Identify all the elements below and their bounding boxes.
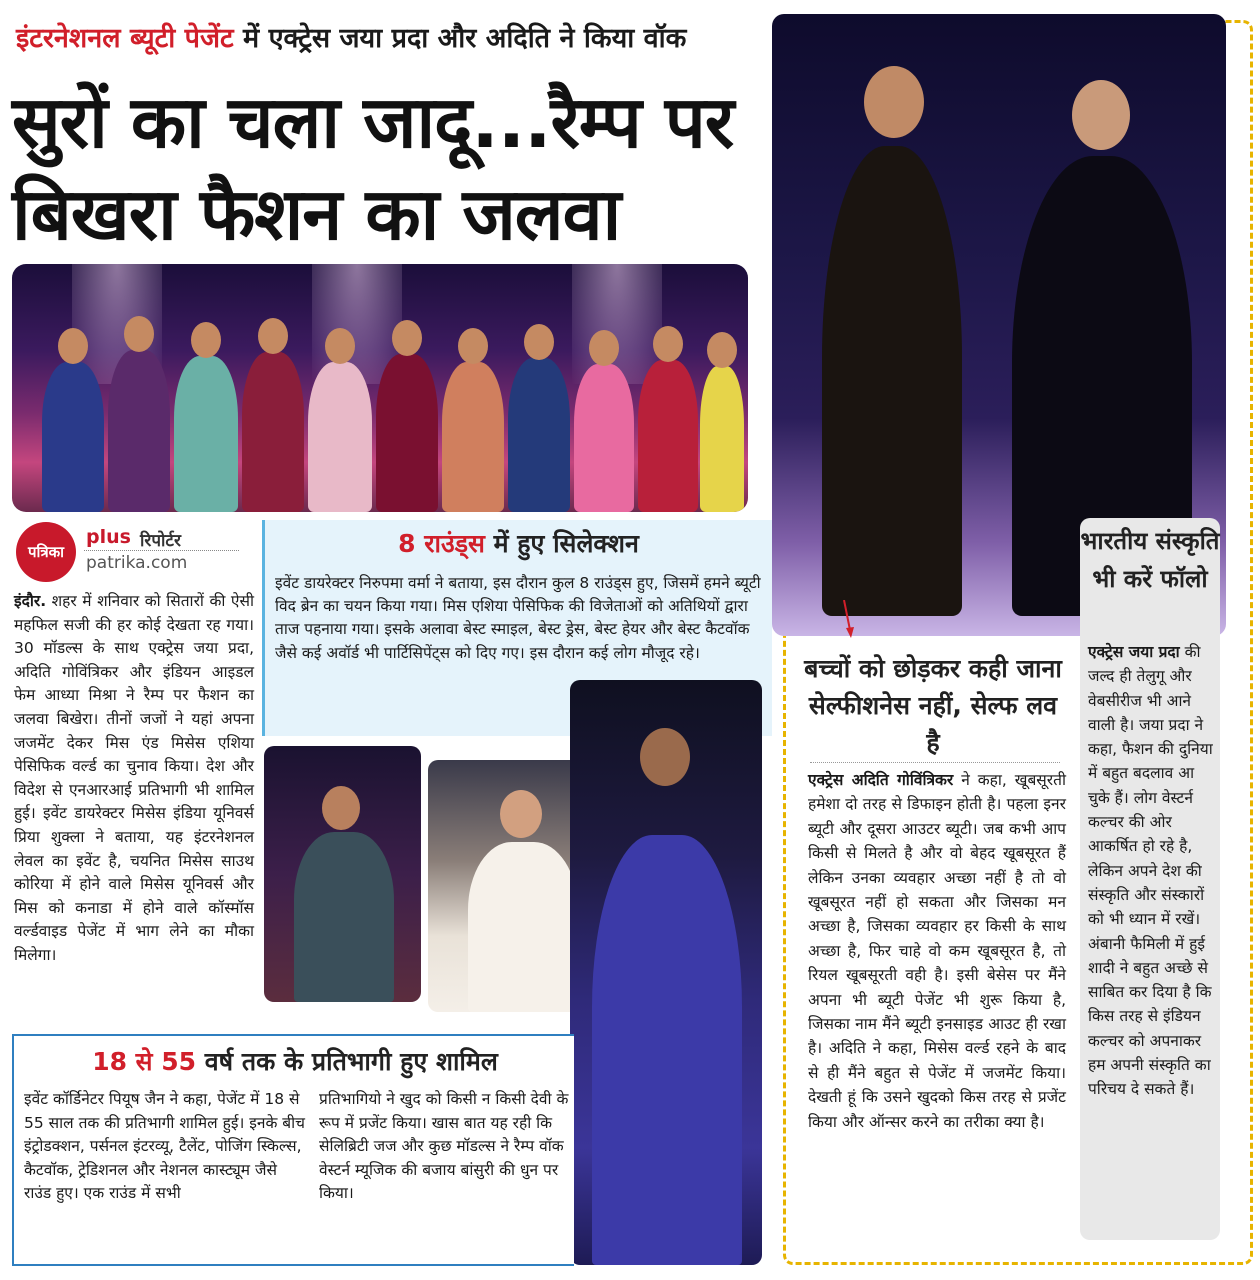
model-figure — [700, 366, 744, 512]
model-figure — [242, 352, 304, 512]
head-shape — [500, 790, 542, 838]
aditi-divider — [810, 762, 1060, 763]
patrika-logo: पत्रिका — [16, 522, 76, 582]
rounds-box-text: इवेंट डायरेक्टर निरुपमा वर्मा ने बताया, इस दौरान कुल 8 राउंड्स हुए, जिसमें हमने ब्यूटी विद ब्रेन का चयन किया गया। मिस एशिया पेसिफिक की विजेताओं को अतिथियों द्वारा ताज पहनाया गया। इसके अलावा बेस्ट स्माइल, बेस्ट ड्रेस, बेस्ट हेयर और बेस्ट कैटवॉक जैसे कई अवॉर्ड भी पार्टिसिपेंट्स को दिए गए। इस दौरान कई लोग मौजूद रहे। — [275, 574, 761, 662]
actress-figure-left — [822, 146, 962, 616]
byline-divider — [84, 550, 239, 551]
crowned-contestant-photo — [570, 680, 762, 1265]
model-figure — [638, 360, 698, 512]
headline-line-1: सुरों का चला जादू...रैम्प पर — [12, 80, 734, 164]
kicker-red: इंटरनेशनल ब्यूटी पेजेंट — [16, 23, 234, 54]
rounds-box-title-black: में हुए सिलेक्शन — [484, 529, 639, 558]
arrow-down-icon — [838, 600, 858, 640]
age-box-title-red: 18 से 55 — [92, 1047, 197, 1076]
model-figure — [574, 364, 634, 512]
jaya-headline: भारतीय संस्कृति भी करें फॉलो — [1080, 527, 1220, 593]
aditi-story-body — [808, 768, 1066, 1134]
model-figure — [308, 362, 372, 512]
kicker-black: में एक्ट्रेस जया प्रदा और अदिति ने किया वॉक — [233, 23, 687, 54]
age-box-title-black: वर्ष तक के प्रतिभागी हुए शामिल — [196, 1047, 498, 1076]
actress-head-left — [864, 66, 924, 138]
age-box-col-2: प्रतिभागियो ने खुद को किसी न किसी देवी के रूप में प्रजेंट किया। खास बात यह रही कि सेलिब्रिटी जज और कुछ मॉडल्स ने रैम्प वॉक वेस्टर्न म्यूजिक की बजाय बांसुरी की धुन पर किया। — [319, 1090, 569, 1202]
headline — [12, 76, 757, 260]
main-story-text: शहर में शनिवार को सितारों की ऐसी महफिल सजी की हर कोई देखता रह गया। 30 मॉडल्स के साथ एक्ट्रेस जया प्रदा, अदिति गोविंत्रिकर और इंडियन आइडल फेम आध्या मिश्रा ने रैम्प पर फैशन का जलवा बिखेरा। तीनों जजों ने यहां अपना जजमेंट देकर मिस एंड मिसेस एशिया पेसिफिक वर्ल्ड का चुनाव किया। देश और विदेश से एनआरआई प्रतिभागी भी शामिल हुई। इवेंट डायरेक्टर मिसेस इंडिया यूनिवर्स प्रिया शुक्ला ने बताया, यह इंटरनेशनल लेवल का इवेंट है, चयनित मिसेस साउथ कोरिया में होने वाले मिसेस यूनिवर्स और मिस को कनाडा में होने वाले कॉस्मॉस वर्ल्डवाइड पेजेंट में भाग लेने का मौका मिलेगा। — [14, 592, 254, 964]
contestant-photo-1 — [264, 746, 421, 1002]
rounds-box-title-red: 8 राउंड्स — [398, 529, 485, 558]
group-photo — [12, 264, 748, 512]
aditi-headline: बच्चों को छोड़कर कही जाना सेल्फीशनेस नहीं, सेल्फ लव है — [804, 654, 1062, 757]
model-figure — [376, 354, 438, 512]
jaya-story-body — [1088, 640, 1216, 1102]
model-figure — [442, 362, 504, 512]
model-figure — [174, 356, 238, 512]
age-box-title — [14, 1044, 576, 1078]
reporter-label: रिपोर्टर — [140, 531, 181, 551]
gown-shape — [592, 835, 742, 1265]
age-box-col-1: इवेंट कॉर्डिनेटर पियूष जैन ने कहा, पेजेंट में 18 से 55 साल तक की प्रतिभागी शामिल हुई। इनके बीच इंट्रोडक्शन, पर्सनल इंटरव्यू, टैलेंट, पोजिंग स्किल्स, कैटवॉक, ट्रेडिशनल और नेशनल कास्ट्यूम जैसे राउंड हुए। एक राउंड में सभी — [24, 1090, 306, 1202]
dateline: इंदौर. — [14, 592, 47, 610]
head-shape — [640, 728, 690, 786]
head-shape — [322, 786, 360, 830]
actress-head-right — [1072, 80, 1130, 150]
gown-shape — [294, 832, 394, 1002]
headline-line-2: बिखरा फैशन का जलवा — [12, 172, 621, 256]
jaya-text: की जल्द ही तेलुगू और वेबसीरीज भी आने वाली है। जया प्रदा ने कहा, फैशन की दुनिया में बहुत बदलाव आ चुके हैं। लोग वेस्टर्न कल्चर की ओर आकर्षित हो रहे है, लेकिन अपने देश की संस्कृति और संस्कारों को भी ध्यान में रखें। अंबानी फैमिली में हुई शादी ने बहुत अच्छे से साबित कर दिया है कि किस तरह से इंडियन कल्चर को अपनाकर हम अपनी संस्कृति का परिचय दे सकते हैं। — [1088, 643, 1213, 1099]
age-box — [12, 1034, 574, 1266]
gown-shape — [468, 842, 578, 1012]
site-link[interactable]: patrika.com — [86, 553, 188, 573]
aditi-text: ने कहा, खूबसूरती हमेशा दो तरह से डिफाइन होती है। पहला इनर ब्यूटी और दूसरा आउटर ब्यूटी। जब कभी आप किसी से मिलते है और वो बेहद खूबसूरत हैं लेकिन उनका व्यवहार अच्छा नहीं है तो वो खूबसूरत नहीं हो सकता और जिसका मन अच्छा है, जिसका व्यवहार हर किसी के साथ अच्छा है, फिर चाहे वो कम खूबसूरत है, तो रियल खूबसूरती वही है। इसी बेसेस पर मैंने अपना भी ब्यूटी पेजेंट भी शुरू किया है, जिसका नाम मैंने ब्यूटी इनसाइड आउट ही रखा है। अदिति ने कहा, मिसेस वर्ल्ड रहने के बाद से ही मैंने बहुत से पेजेंट में जजमेंट किया। देखती हूं कि उसने खुदको किस तरह से प्रजेंट किया और ऑन्सर करने का तरीका क्या है। — [808, 771, 1066, 1131]
main-story-body — [14, 590, 254, 968]
model-figure — [508, 358, 570, 512]
model-figure — [108, 350, 170, 512]
kicker-line — [16, 18, 766, 55]
aditi-lead: एक्ट्रेस अदिति गोविंत्रिकर — [808, 771, 954, 789]
model-figure — [42, 362, 104, 512]
jaya-lead: एक्ट्रेस जया प्रदा — [1088, 643, 1180, 661]
rounds-box-title — [265, 526, 772, 560]
plus-label: plus — [86, 526, 131, 548]
